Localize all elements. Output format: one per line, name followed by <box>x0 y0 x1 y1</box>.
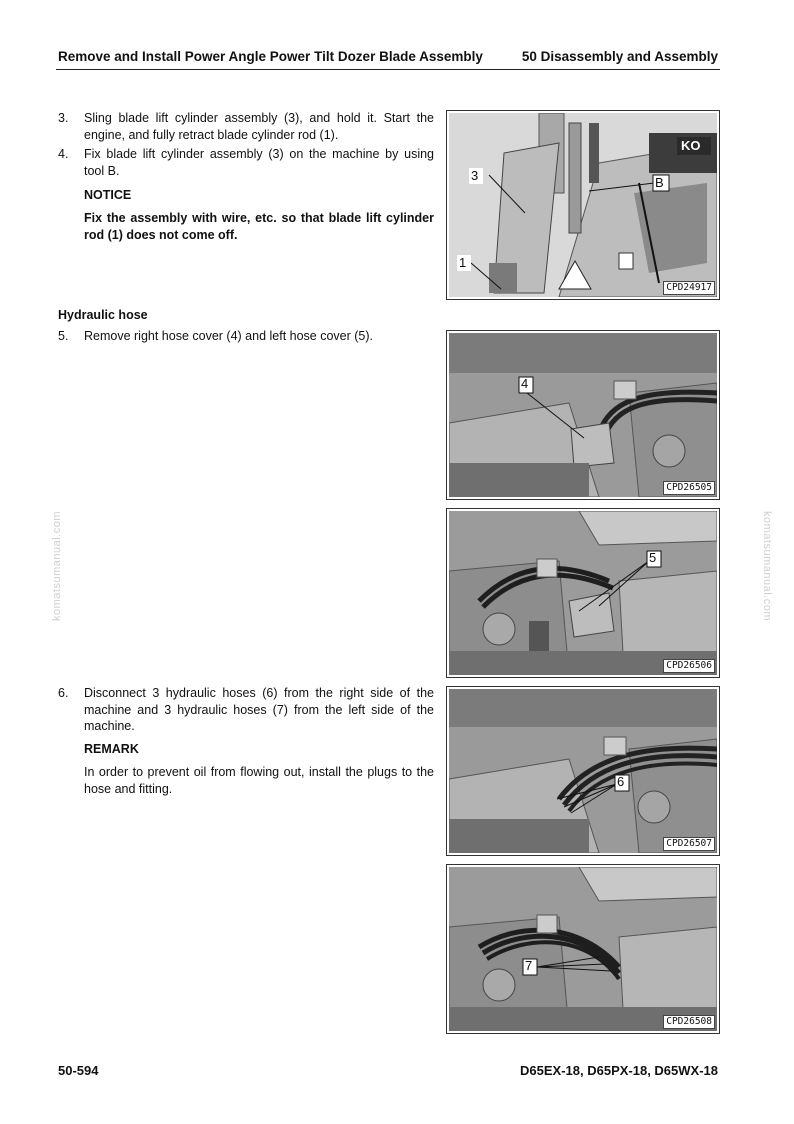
page-header-title: Remove and Install Power Angle Power Tilt Dozer Blade Assembly <box>58 49 483 64</box>
figure-cpd26505 <box>446 330 720 500</box>
page-number: 50-594 <box>58 1063 99 1078</box>
step-text: Remove right hose cover (4) and left hose cover (5). <box>84 329 374 343</box>
step-text: Disconnect 3 hydraulic hoses (6) from the right side of the machine and 3 hydraulic hoses (7) from the left side of the machine. <box>84 686 434 733</box>
figure-code: CPD26506 <box>663 659 715 673</box>
callout-3: 3 <box>471 168 479 183</box>
machine-badge: KO <box>681 138 701 153</box>
figure-cpd26508 <box>446 864 720 1034</box>
figure-illustration <box>449 511 717 675</box>
watermark-left: komatsumanual.com <box>51 511 63 621</box>
section-title: Hydraulic hose <box>58 308 148 322</box>
step-number: 6. <box>58 686 69 700</box>
step-text: Fix blade lift cylinder assembly (3) on the machine by using tool B. <box>84 147 434 178</box>
watermark-right: komatsumanual.com <box>761 511 773 621</box>
step-number: 3. <box>58 111 69 125</box>
step-6 <box>58 685 434 735</box>
callout-7: 7 <box>525 958 533 973</box>
page-header-section: 50 Disassembly and Assembly <box>521 49 718 64</box>
step-number: 5. <box>58 329 69 343</box>
figure-code: CPD26507 <box>663 837 715 851</box>
callout-b: B <box>655 175 664 190</box>
step-5 <box>58 328 434 345</box>
figure-cpd26507 <box>446 686 720 856</box>
figure-illustration <box>449 113 717 297</box>
notice-label: NOTICE <box>84 188 132 202</box>
model-list: D65EX-18, D65PX-18, D65WX-18 <box>520 1063 718 1078</box>
callout-4: 4 <box>521 376 529 391</box>
figure-code: CPD26508 <box>663 1015 715 1029</box>
figure-cpd26506 <box>446 508 720 678</box>
step-number: 4. <box>58 147 69 161</box>
notice-text: Fix the assembly with wire, etc. so that blade lift cylinder rod (1) does not come off. <box>84 211 434 242</box>
figure-code: CPD26505 <box>663 481 715 495</box>
figure-illustration <box>449 867 717 1031</box>
figure-illustration <box>449 333 717 497</box>
callout-1: 1 <box>459 255 467 270</box>
callout-5: 5 <box>649 550 657 565</box>
figure-illustration <box>449 689 717 853</box>
step-3 <box>58 110 434 143</box>
figure-cpd24917 <box>446 110 720 300</box>
step-4 <box>58 146 434 179</box>
figure-code: CPD24917 <box>663 281 715 295</box>
step-text: Sling blade lift cylinder assembly (3), and hold it. Start the engine, and fully retract blade cylinder rod (1). <box>84 111 434 142</box>
remark-text: In order to prevent oil from flowing out, install the plugs to the hose and fitting. <box>84 765 434 796</box>
header-rule <box>56 69 720 70</box>
callout-6: 6 <box>617 774 625 789</box>
remark-label: REMARK <box>84 742 139 756</box>
